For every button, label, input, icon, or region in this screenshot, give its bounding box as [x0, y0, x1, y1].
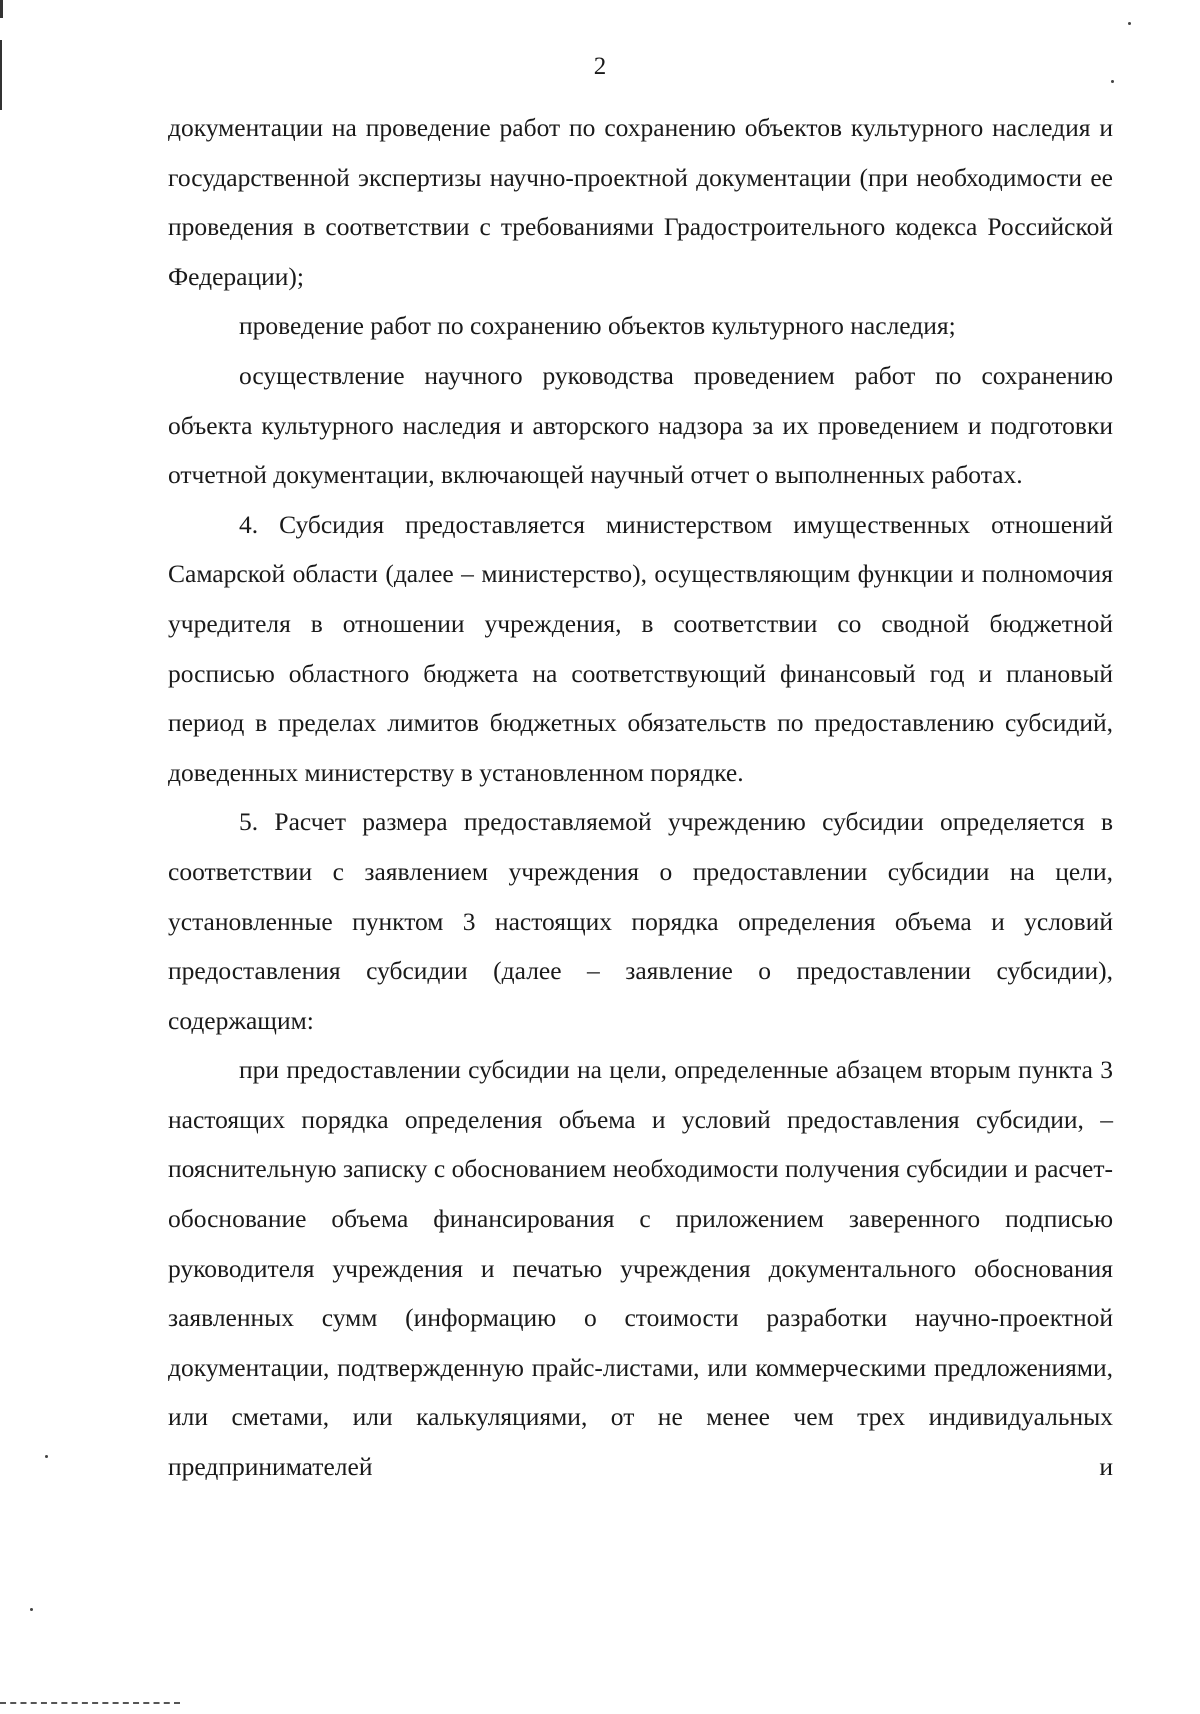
paragraph-subsidy-application: при предоставлении субсидии на цели, определенные абзацем вторым пункта 3 настоящих порядка определения объема и условий предоставления субсидии, – пояснительную записку с обоснованием необходимости получения субсидии и расчет-обоснование объема финансирования с приложением заверенного подписью руководителя учреждения и печатью учреждения документального обоснования заявленных сумм (информацию о стоимости разработки научно-проектной документации, подтвержденную прайс-листами, или коммерческими предложениями, или сметами, или калькуляциями, от не менее чем трех индивидуальных предпринимателей и	[168, 1055, 1113, 1482]
document-body	[168, 103, 1113, 1492]
scan-speck	[30, 1608, 33, 1611]
scan-speck	[45, 1455, 48, 1458]
paragraph-documentation-continuation: документации на проведение работ по сохранению объектов культурного наследия и государственной экспертизы научно-проектной документации (при необходимости ее проведения в соответствии с требованиями Градостроительного кодекса Российской Федерации);	[168, 113, 1113, 291]
page-number: 2	[593, 53, 607, 80]
paragraph-item-4: 4. Субсидия предоставляется министерством имущественных отношений Самарской области (далее – министерство), осуществляющим функции и полномочия учредителя в отношении учреждения, в соответствии со сводной бюджетной росписью областного бюджета на соответствующий финансовый год и плановый период в пределах лимитов бюджетных обязательств по предоставлению субсидий, доведенных министерству в установленном порядке.	[168, 509, 1113, 787]
paragraph-item-5: 5. Расчет размера предоставляемой учреждению субсидии определяется в соответствии с заявлением учреждения о предоставлении субсидии на цели, установленные пунктом 3 настоящих порядка определения объема и условий предоставления субсидии (далее – заявление о предоставлении субсидии), содержащим:	[168, 807, 1113, 1035]
scan-edge-mark	[0, 0, 3, 18]
scan-edge-mark	[0, 1702, 180, 1706]
scan-speck	[1128, 22, 1131, 25]
paragraph-scientific-supervision: осуществление научного руководства проведением работ по сохранению объекта культурного наследия и авторского надзора за их проведением и подготовки отчетной документации, включающей научный отчет о выполненных работах.	[168, 360, 1113, 490]
paragraph-conservation-works: проведение работ по сохранению объектов культурного наследия;	[239, 311, 956, 341]
